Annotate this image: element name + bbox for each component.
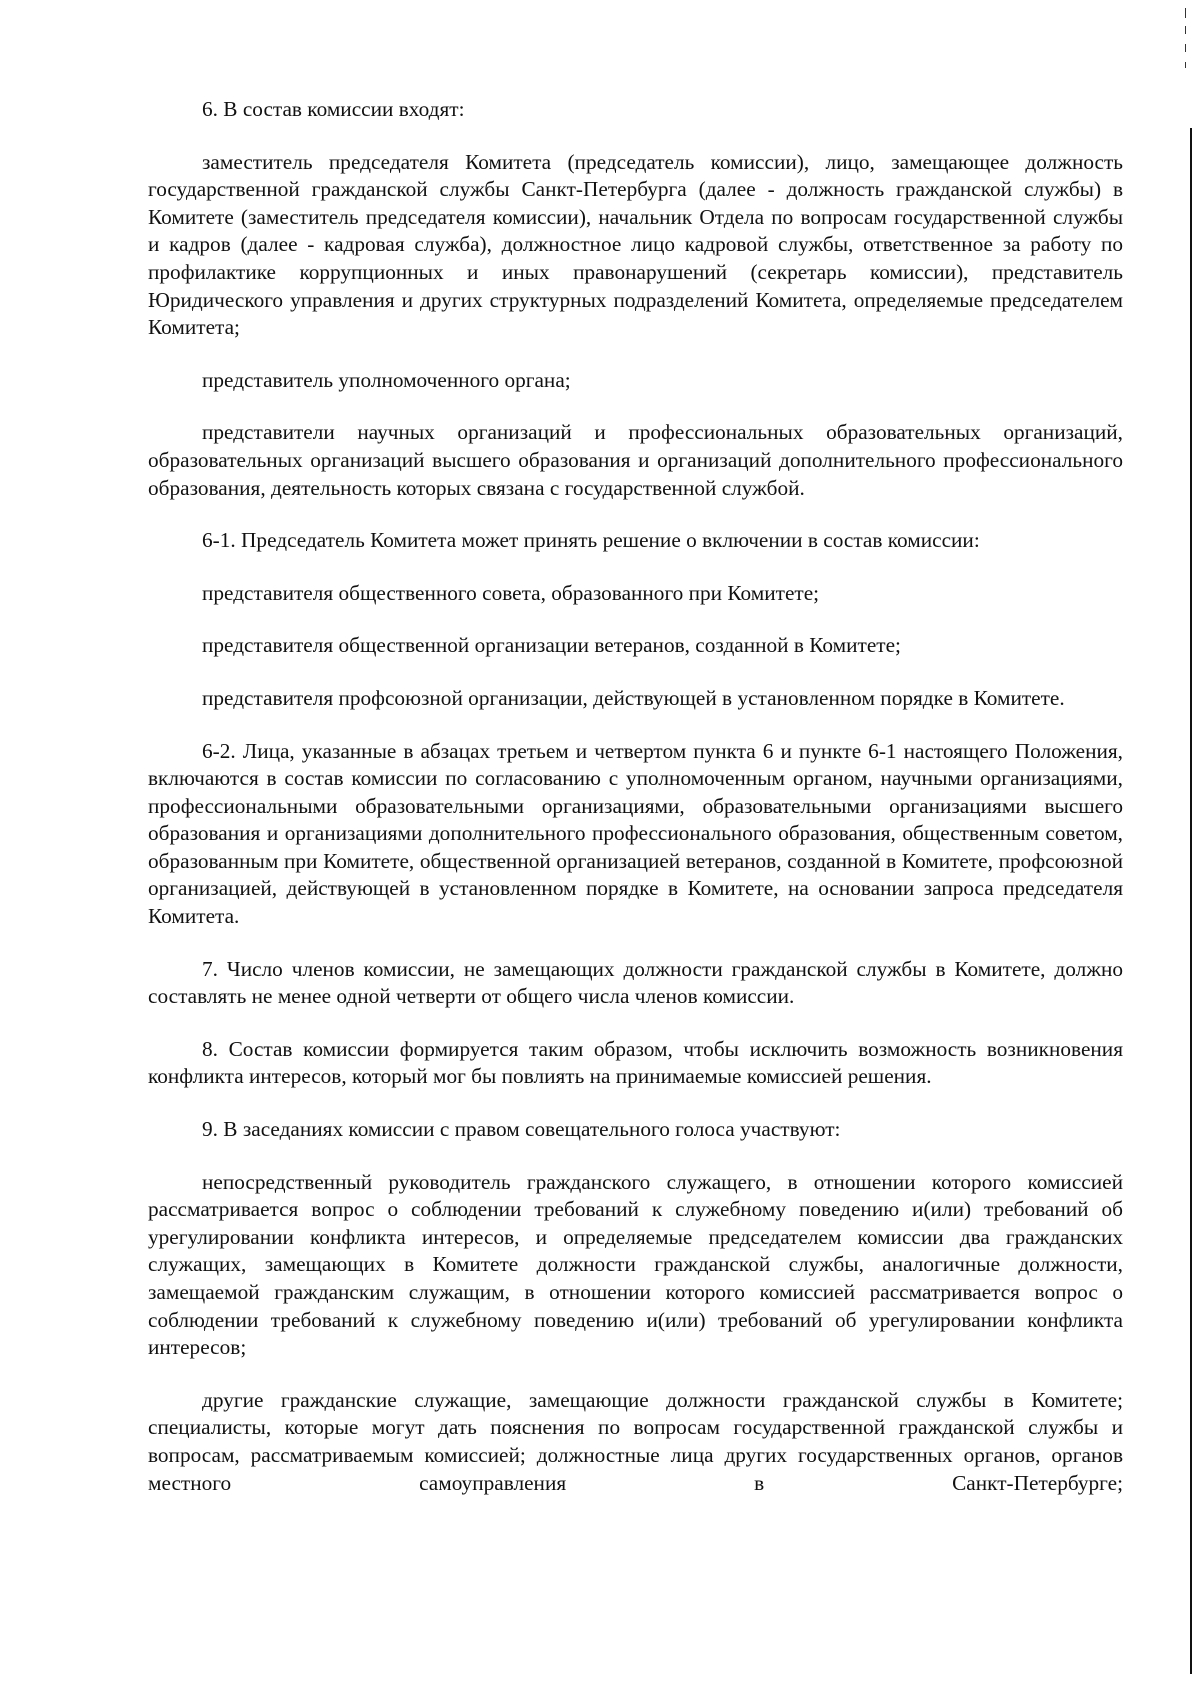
- paragraph-6-scientific-orgs: представители научных организаций и профессиональных образовательных организаций, образовательных организаций высшего образования и организаций дополнительного профессионального образования, деятельность которых связана с государственной службой.: [148, 420, 1123, 500]
- paragraph-9-other-servants: другие гражданские служащие, замещающие должности гражданской службы в Комитете; специалисты, которые могут дать пояснения по вопросам государственной гражданской службы и вопросам, рассматриваемым комиссией; должностные лица других государственных органов, органов местного самоуправления в Санкт-Петербурге;: [148, 1387, 1123, 1495]
- paragraph-6-deputy-chair: заместитель председателя Комитета (председатель комиссии), лицо, замещающее должность государственной гражданской службы Санкт-Петербурга (далее - должность гражданской службы) в Комитете (заместитель председателя комиссии), начальник Отдела по вопросам государственной службы и кадров (далее - кадровая служба), должностное лицо кадровой службы, ответственное за работу по профилактике коррупционных и иных правонарушений (секретарь комиссии), представитель Юридического управления и других структурных подразделений Комитета, определяемые председателем Комитета;: [148, 149, 1123, 340]
- paragraph-8: 8. Состав комиссии формируется таким образом, чтобы исключить возможность возникновения конфликта интересов, который мог бы повлиять на принимаемые комиссией решения.: [148, 1036, 1123, 1089]
- scan-edge-tick: [1185, 26, 1186, 34]
- paragraph-9-heading: 9. В заседаниях комиссии с правом совещательного голоса участвуют:: [202, 1117, 841, 1142]
- paragraph-6-heading: 6. В состав комиссии входят:: [202, 97, 465, 121]
- scan-edge-line: [1190, 128, 1192, 1674]
- scan-edge-tick: [1185, 44, 1186, 52]
- paragraph-6-2: 6-2. Лица, указанные в абзацах третьем и четвертом пункта 6 и пункте 6-1 настоящего Положения, включаются в состав комиссии по согласованию с уполномоченным органом, научными организациями, профессиональными образовательными организациями, образовательными организациями высшего образования и организациями дополнительного профессионального образования, общественным советом, образованным при Комитете, общественной организацией ветеранов, созданной в Комитете, профсоюзной организацией, действующей в установленном порядке в Комитете, на основании запроса председателя Комитета.: [148, 738, 1123, 929]
- paragraph-6-authorized-body: представитель уполномоченного органа;: [202, 367, 571, 392]
- paragraph-6-1-heading: 6-1. Председатель Комитета может принять решение о включении в состав комиссии:: [202, 528, 980, 553]
- paragraph-6-1-veterans: представителя общественной организации ветеранов, созданной в Комитете;: [202, 633, 901, 658]
- paragraph-9-direct-supervisor: непосредственный руководитель гражданского служащего, в отношении которого комиссией рассматривается вопрос о соблюдении требований к служебному поведению и(или) требований об урегулировании конфликта интересов, и определяемые председателем комиссии два гражданских служащих, замещающих в Комитете должности гражданской службы, аналогичные должности, замещаемой гражданским служащим, в отношении которого комиссией рассматривается вопрос о соблюдении требований к служебному поведению и(или) требований об урегулировании конфликта интересов;: [148, 1169, 1123, 1360]
- paragraph-6-1-trade-union: представителя профсоюзной организации, действующей в установленном порядке в Комитете.: [202, 685, 1065, 710]
- paragraph-6-1-public-council: представителя общественного совета, образованного при Комитете;: [202, 580, 820, 605]
- scan-edge-tick: [1185, 8, 1186, 18]
- document-page: [148, 96, 1123, 1497]
- scan-edge-tick: [1185, 62, 1186, 68]
- paragraph-7: 7. Число членов комиссии, не замещающих должности гражданской службы в Комитете, должно составлять не менее одной четверти от общего числа членов комиссии.: [148, 956, 1123, 1009]
